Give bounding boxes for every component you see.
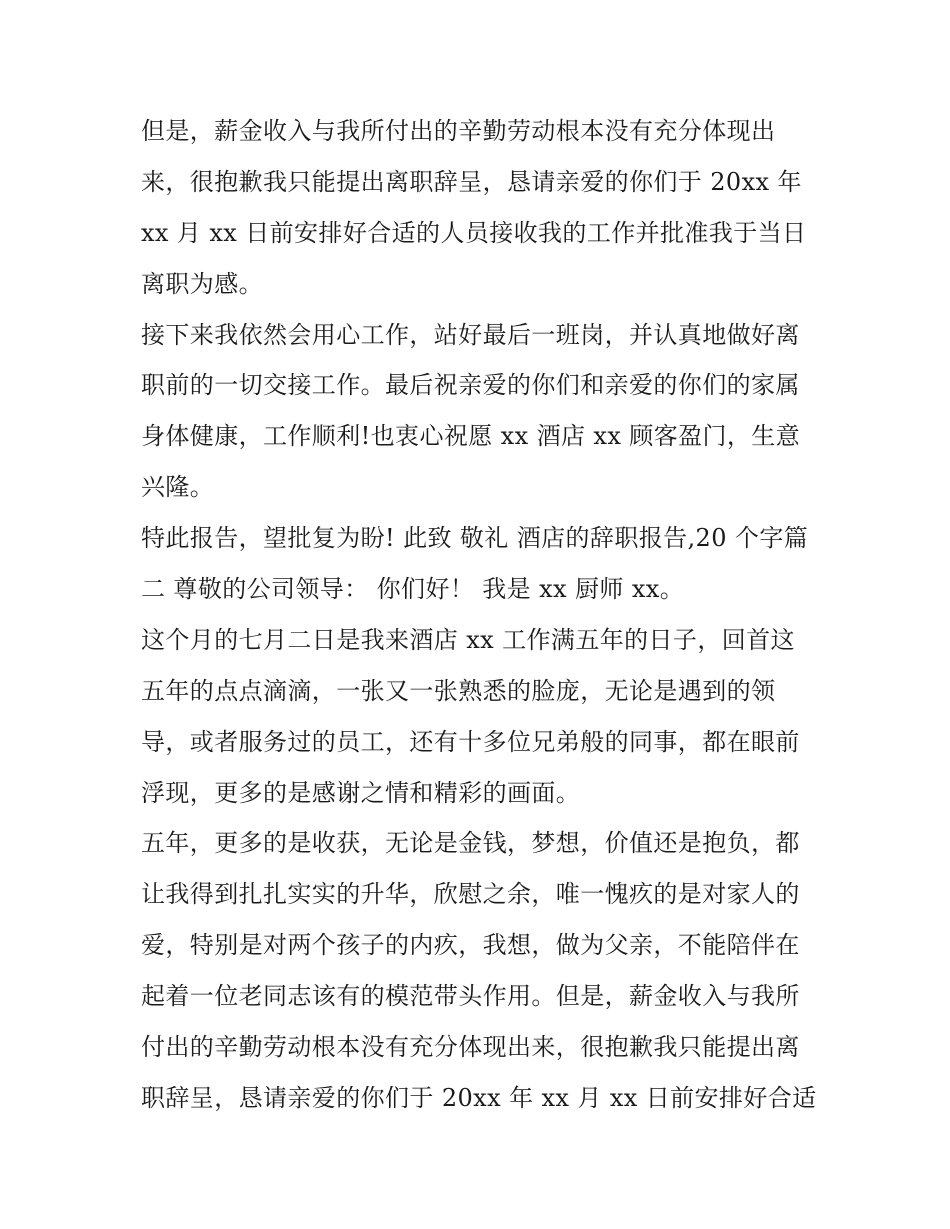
document-body: [141, 106, 821, 1124]
text-line: 特此报告，望批复为盼! 此致 敬礼 酒店的辞职报告,20 个字篇: [141, 524, 809, 553]
text-line: 离职为感。: [141, 269, 263, 298]
text-line: 兴隆。: [141, 473, 215, 502]
text-line: 这个月的七月二日是我来酒店 xx 工作满五年的日子，回首这: [141, 625, 795, 654]
text-line: 职辞呈，恳请亲爱的你们于 20xx 年 xx 月 xx 日前安排好合适: [141, 1083, 817, 1112]
text-line: 二 尊敬的公司领导： 你们好！ 我是 xx 厨师 xx。: [141, 575, 685, 604]
text-line: 五年的点点滴滴，一张又一张熟悉的脸庞，无论是遇到的领: [141, 676, 776, 705]
text-line: 接下来我依然会用心工作，站好最后一班岗，并认真地做好离: [141, 320, 800, 349]
text-line: 但是，薪金收入与我所付出的辛勤劳动根本没有充分体现出: [141, 117, 776, 145]
text-line: 导，或者服务过的员工，还有十多位兄弟般的同事，都在眼前: [141, 727, 800, 756]
text-line: 付出的辛勤劳动根本没有充分体现出来，很抱歉我只能提出离: [141, 1033, 800, 1062]
text-line: 职前的一切交接工作。最后祝亲爱的你们和亲爱的你们的家属: [141, 371, 800, 400]
text-line: 爱，特别是对两个孩子的内疚，我想，做为父亲，不能陪伴在: [141, 931, 800, 960]
text-line: 浮现，更多的是感谢之情和精彩的画面。: [141, 778, 581, 807]
text-line: 身体健康，工作顺利!也衷心祝愿 xx 酒店 xx 顾客盈门，生意: [141, 422, 801, 451]
text-line: 让我得到扎扎实实的升华，欣慰之余，唯一愧疚的是对家人的: [141, 880, 800, 909]
text-line: 五年，更多的是收获，无论是金钱，梦想，价值还是抱负，都: [141, 829, 800, 858]
text-line: 起着一位老同志该有的模范带头作用。但是，薪金收入与我所: [141, 982, 800, 1011]
text-line: 来，很抱歉我只能提出离职辞呈，恳请亲爱的你们于 20xx 年: [141, 167, 802, 196]
text-line: xx 月 xx 日前安排好合适的人员接收我的工作并批准我于当日: [141, 218, 807, 247]
